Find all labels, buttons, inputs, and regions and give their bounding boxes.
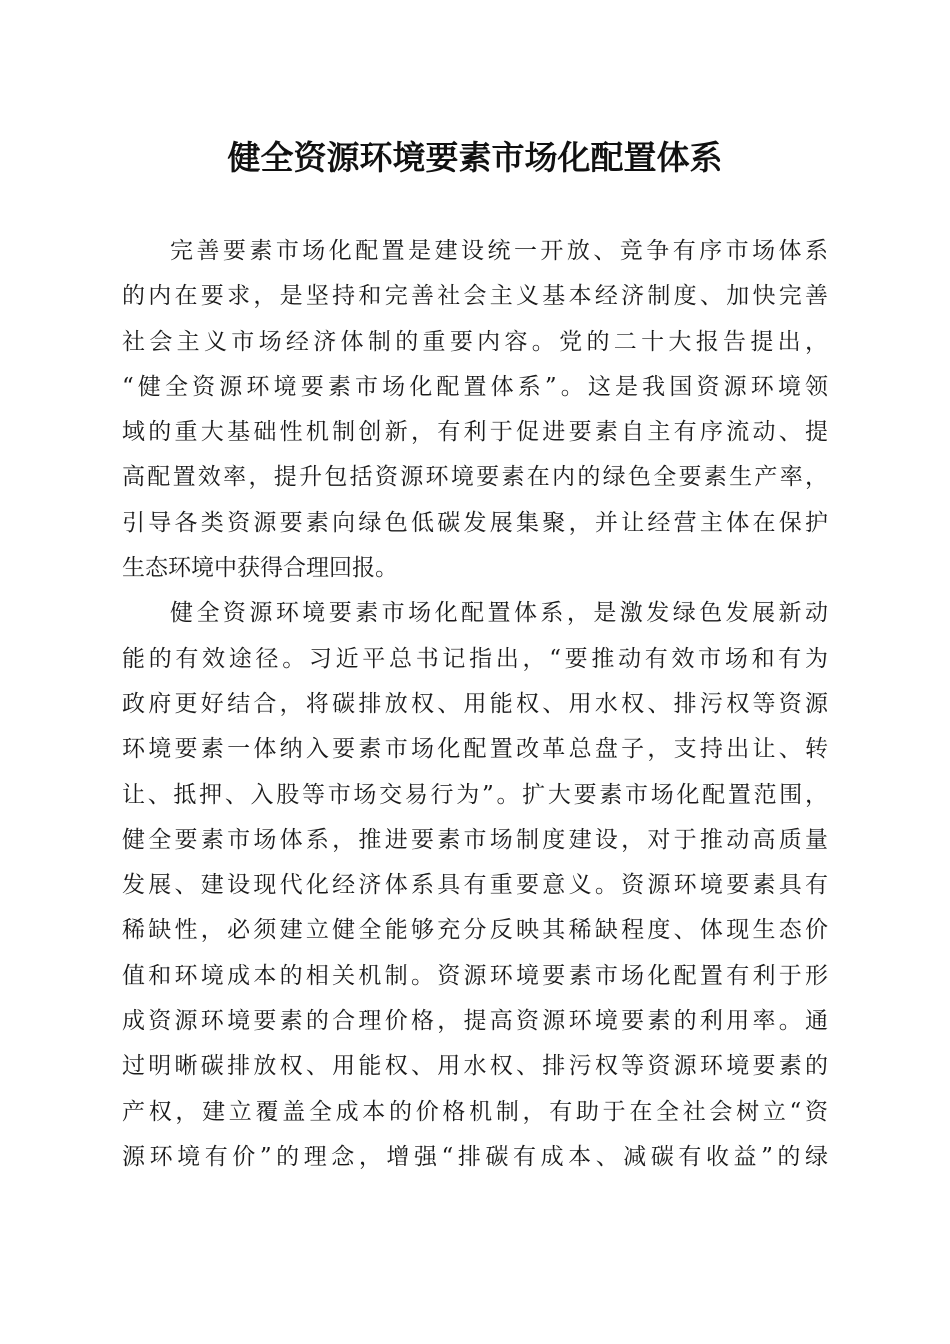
paragraph-line: 健全资源环境要素市场化配置体系，是激发绿色发展新动 xyxy=(170,600,828,627)
paragraph-line: 环境要素一体纳入要素市场化配置改革总盘子，支持出让、转 xyxy=(122,736,828,763)
paragraph-line: 稀缺性，必须建立健全能够充分反映其稀缺程度、体现生态价 xyxy=(122,917,828,944)
paragraph-1 xyxy=(122,229,828,591)
paragraph-line: 产权，建立覆盖全成本的价格机制，有助于在全社会树立“资 xyxy=(122,1098,828,1125)
paragraph-line: 健全要素市场体系，推进要素市场制度建设，对于推动高质量 xyxy=(122,826,828,853)
paragraph-line: 域的重大基础性机制创新，有利于促进要素自主有序流动、提 xyxy=(122,419,828,446)
paragraph-line: 引导各类资源要素向绿色低碳发展集聚，并让经营主体在保护 xyxy=(122,509,828,536)
paragraph-line: 政府更好结合，将碳排放权、用能权、用水权、排污权等资源 xyxy=(122,690,828,717)
paragraph-line: 的内在要求，是坚持和完善社会主义基本经济制度、加快完善 xyxy=(122,283,828,310)
paragraph-line: 高配置效率，提升包括资源环境要素在内的绿色全要素生产率， xyxy=(122,464,828,491)
paragraph-line: 源环境有价”的理念，增强“排碳有成本、减碳有收益”的绿 xyxy=(122,1143,828,1170)
paragraph-line: 过明晰碳排放权、用能权、用水权、排污权等资源环境要素的 xyxy=(122,1053,828,1080)
document-body xyxy=(122,229,828,1180)
document-title: 健全资源环境要素市场化配置体系 xyxy=(227,138,723,177)
paragraph-line: 让、抵押、入股等市场交易行为”。扩大要素市场化配置范围， xyxy=(122,781,828,808)
paragraph-2 xyxy=(122,591,828,1180)
paragraph-line: 值和环境成本的相关机制。资源环境要素市场化配置有利于形 xyxy=(122,962,828,989)
paragraph-line: 生态环境中获得合理回报。 xyxy=(122,555,398,582)
paragraph-line: 发展、建设现代化经济体系具有重要意义。资源环境要素具有 xyxy=(122,872,828,899)
paragraph-line: 社会主义市场经济体制的重要内容。党的二十大报告提出， xyxy=(122,328,828,355)
paragraph-line: 能的有效途径。习近平总书记指出，“要推动有效市场和有为 xyxy=(122,645,828,672)
paragraph-line: “健全资源环境要素市场化配置体系”。这是我国资源环境领 xyxy=(122,373,828,400)
paragraph-line: 完善要素市场化配置是建设统一开放、竞争有序市场体系 xyxy=(170,238,828,264)
paragraph-line: 成资源环境要素的合理价格，提高资源环境要素的利用率。通 xyxy=(122,1008,828,1035)
